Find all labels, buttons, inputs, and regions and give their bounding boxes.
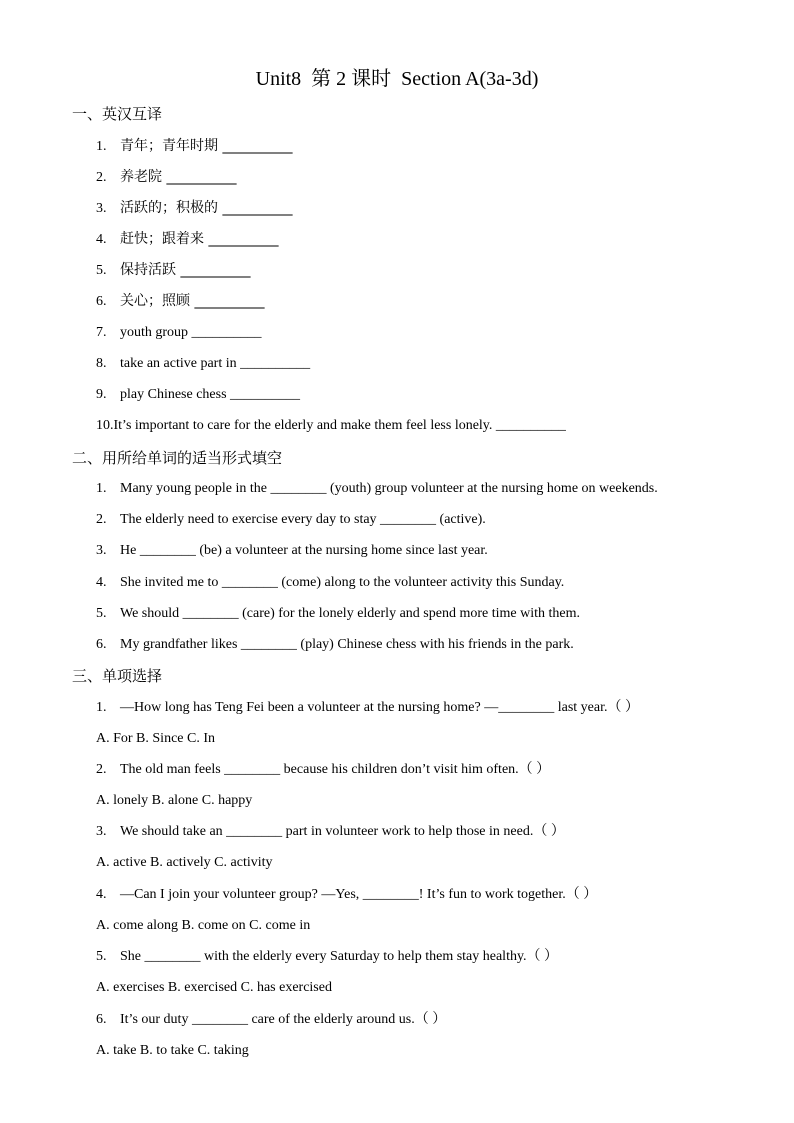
item-number: 5. xyxy=(96,263,107,278)
s2-item-1 xyxy=(96,479,658,499)
s3-question-4 xyxy=(96,885,597,905)
item-text: We should ________ (care) for the lonely elderly and spend more time with them. xyxy=(120,606,580,621)
s3-options-1: A. For B. Since C. In xyxy=(96,731,215,746)
section-2-heading: 二、用所给单词的适当形式填空 xyxy=(72,449,283,467)
page-title: Unit8 第 2 课时 Section A(3a-3d) xyxy=(255,68,539,90)
section-3-heading: 三、单项选择 xyxy=(72,667,163,685)
item-number: 1. xyxy=(96,139,107,154)
item-text: play Chinese chess __________ xyxy=(120,387,301,402)
question-text: She ________ with the elderly every Saturday to help them stay healthy.（ ） xyxy=(120,949,559,964)
s2-item-3 xyxy=(96,541,488,561)
item-number: 7. xyxy=(96,325,107,340)
s3-options-2: A. lonely B. alone C. happy xyxy=(96,793,253,808)
item-text: She invited me to ________ (come) along to the volunteer activity this Sunday. xyxy=(120,575,565,590)
question-text: It’s our duty ________ care of the elderly around us.（ ） xyxy=(120,1012,447,1027)
item-number: 2. xyxy=(96,512,107,527)
item-number: 5. xyxy=(96,949,107,964)
item-text: 保持活跃 __________ xyxy=(120,262,251,278)
item-number: 5. xyxy=(96,606,107,621)
s1-item-6 xyxy=(96,291,264,312)
s1-item-5 xyxy=(96,260,250,281)
item-number: 1. xyxy=(96,700,107,715)
s2-item-6 xyxy=(96,635,574,655)
item-number: 6. xyxy=(96,637,107,652)
item-number: 2. xyxy=(96,170,107,185)
question-text: —Can I join your volunteer group? —Yes, ________! It’s fun to work together.（ ） xyxy=(120,887,598,902)
s1-item-8 xyxy=(96,354,310,374)
s1-item-4 xyxy=(96,229,278,250)
item-number: 3. xyxy=(96,201,107,216)
s3-options-5: A. exercises B. exercised C. has exercised xyxy=(96,980,332,995)
item-number: 6. xyxy=(96,1012,107,1027)
s1-item-1 xyxy=(96,136,292,157)
item-text: He ________ (be) a volunteer at the nursing home since last year. xyxy=(120,543,488,558)
item-number: 4. xyxy=(96,232,107,247)
item-number: 4. xyxy=(96,575,107,590)
s3-question-2 xyxy=(96,760,550,780)
item-number: 3. xyxy=(96,824,107,839)
s3-question-3 xyxy=(96,822,565,842)
s3-question-5 xyxy=(96,947,558,967)
s1-item-9 xyxy=(96,385,300,405)
item-text: 关心；照顾 __________ xyxy=(120,293,265,309)
item-number: 9. xyxy=(96,387,107,402)
s1-item-3 xyxy=(96,198,292,219)
question-text: —How long has Teng Fei been a volunteer at the nursing home? —________ last year.（ ） xyxy=(120,700,639,715)
s1-item-7 xyxy=(96,323,262,343)
item-text: 赶快；跟着来 __________ xyxy=(120,231,279,247)
s3-question-6 xyxy=(96,1010,446,1030)
item-text: 青年；青年时期 __________ xyxy=(120,138,293,154)
s2-item-5 xyxy=(96,604,580,624)
item-number: 10. xyxy=(96,418,114,433)
item-text: take an active part in __________ xyxy=(120,356,311,371)
question-text: We should take an ________ part in volunteer work to help those in need.（ ） xyxy=(120,824,565,839)
item-text: 养老院 __________ xyxy=(120,169,237,185)
s3-options-3: A. active B. actively C. activity xyxy=(96,855,273,870)
s3-options-4: A. come along B. come on C. come in xyxy=(96,918,311,933)
section-1-heading: 一、英汉互译 xyxy=(72,105,163,123)
item-text: The elderly need to exercise every day to stay ________ (active). xyxy=(120,512,486,527)
item-number: 4. xyxy=(96,887,107,902)
item-text: Many young people in the ________ (youth) group volunteer at the nursing home on weekends. xyxy=(120,481,658,496)
item-number: 2. xyxy=(96,762,107,777)
item-text: youth group __________ xyxy=(120,325,262,340)
item-number: 8. xyxy=(96,356,107,371)
s3-options-6: A. take B. to take C. taking xyxy=(96,1043,249,1058)
item-text: My grandfather likes ________ (play) Chinese chess with his friends in the park. xyxy=(120,637,574,652)
question-text: The old man feels ________ because his children don’t visit him often.（ ） xyxy=(120,762,551,777)
s2-item-2 xyxy=(96,510,486,530)
s2-item-4 xyxy=(96,573,564,593)
item-text: 活跃的；积极的 __________ xyxy=(120,200,293,216)
s3-question-1 xyxy=(96,698,639,718)
item-number: 3. xyxy=(96,543,107,558)
item-number: 1. xyxy=(96,481,107,496)
s1-item-2 xyxy=(96,167,236,188)
item-text: It’s important to care for the elderly and make them feel less lonely. __________ xyxy=(113,418,566,433)
item-number: 6. xyxy=(96,294,107,309)
s1-item-10 xyxy=(96,416,566,436)
